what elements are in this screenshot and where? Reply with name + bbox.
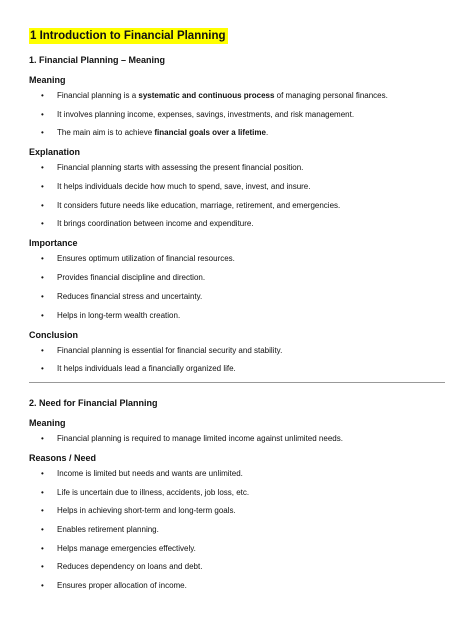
bullet-icon: • [41,219,44,229]
list-item: • Financial planning starts with assessing the present financial position. [41,163,304,173]
bullet-icon: • [41,345,44,355]
list-item: • Financial planning is required to manage limited income against unlimited needs. [41,433,343,443]
reasons-heading: Reasons / Need [29,452,97,463]
meaning-heading: Meaning [29,75,66,85]
list-item: • It involves planning income, expenses, savings, investments, and risk management. [41,109,355,119]
bullet-icon: • [41,109,44,119]
reasons-list [29,468,446,591]
list-item: • Helps manage emergencies effectively. [41,543,196,553]
bullet-icon: • [41,254,44,264]
list-item: • Enables retirement planning. [41,524,159,534]
list-item: • Life is uncertain due to illness, accidents, job loss, etc. [41,487,250,497]
list-item: • It helps individuals lead a financially organized life. [41,364,236,374]
document-title: 1 Introduction to Financial Planning [30,30,226,42]
bullet-icon: • [41,581,44,590]
list-item: • Reduces dependency on loans and debt. [41,562,203,572]
list-item: • Reduces financial stress and uncertainty. [41,291,203,301]
explanation-list [29,162,446,229]
list-item: • The main aim is to achieve financial goals over a lifetime. [41,128,269,138]
list-item: • Financial planning is essential for financial security and stability. [41,345,283,355]
section-divider [29,382,445,383]
bullet-icon: • [41,487,44,497]
bullet-icon: • [41,310,44,320]
need-meaning-list [29,433,446,444]
list-item: • Provides financial discipline and direction. [41,273,206,283]
section2-heading: 2. Need for Financial Planning [29,397,158,408]
conclusion-heading: Conclusion [29,329,78,340]
list-item: • Income is limited but needs and wants are unlimited. [41,468,243,478]
bullet-icon: • [41,506,44,516]
conclusion-list [29,345,446,375]
meaning-list [29,90,446,138]
bullet-icon: • [41,91,44,100]
bullet-icon: • [41,524,44,534]
bullet-icon: • [41,291,44,301]
explanation-heading: Explanation [29,147,81,158]
bullet-icon: • [41,433,44,443]
list-item: • It helps individuals decide how much to spend, save, invest, and insure. [41,182,311,192]
list-item: • Ensures optimum utilization of financial resources. [41,254,235,264]
list-item: • Financial planning is a systematic and continuous process of managing personal finances. [41,91,388,100]
list-item: • It considers future needs like education, marriage, retirement, and emergencies. [41,200,341,210]
list-item: • Helps in long-term wealth creation. [41,310,181,320]
bullet-icon: • [41,128,44,138]
list-item: • Helps in achieving short-term and long-term goals. [41,506,236,516]
bullet-icon: • [41,273,44,283]
bullet-icon: • [41,543,44,553]
list-item: • Ensures proper allocation of income. [41,581,187,590]
bullet-icon: • [41,364,44,374]
bullet-icon: • [41,182,44,192]
importance-heading: Importance [29,238,78,249]
bullet-icon: • [41,468,44,478]
need-meaning-heading: Meaning [29,417,66,428]
section1-heading: 1. Financial Planning – Meaning [29,55,166,65]
importance-list [29,253,446,320]
bullet-icon: • [41,163,44,173]
bullet-icon: • [41,562,44,572]
bullet-icon: • [41,200,44,210]
list-item: • It brings coordination between income and expenditure. [41,219,254,229]
